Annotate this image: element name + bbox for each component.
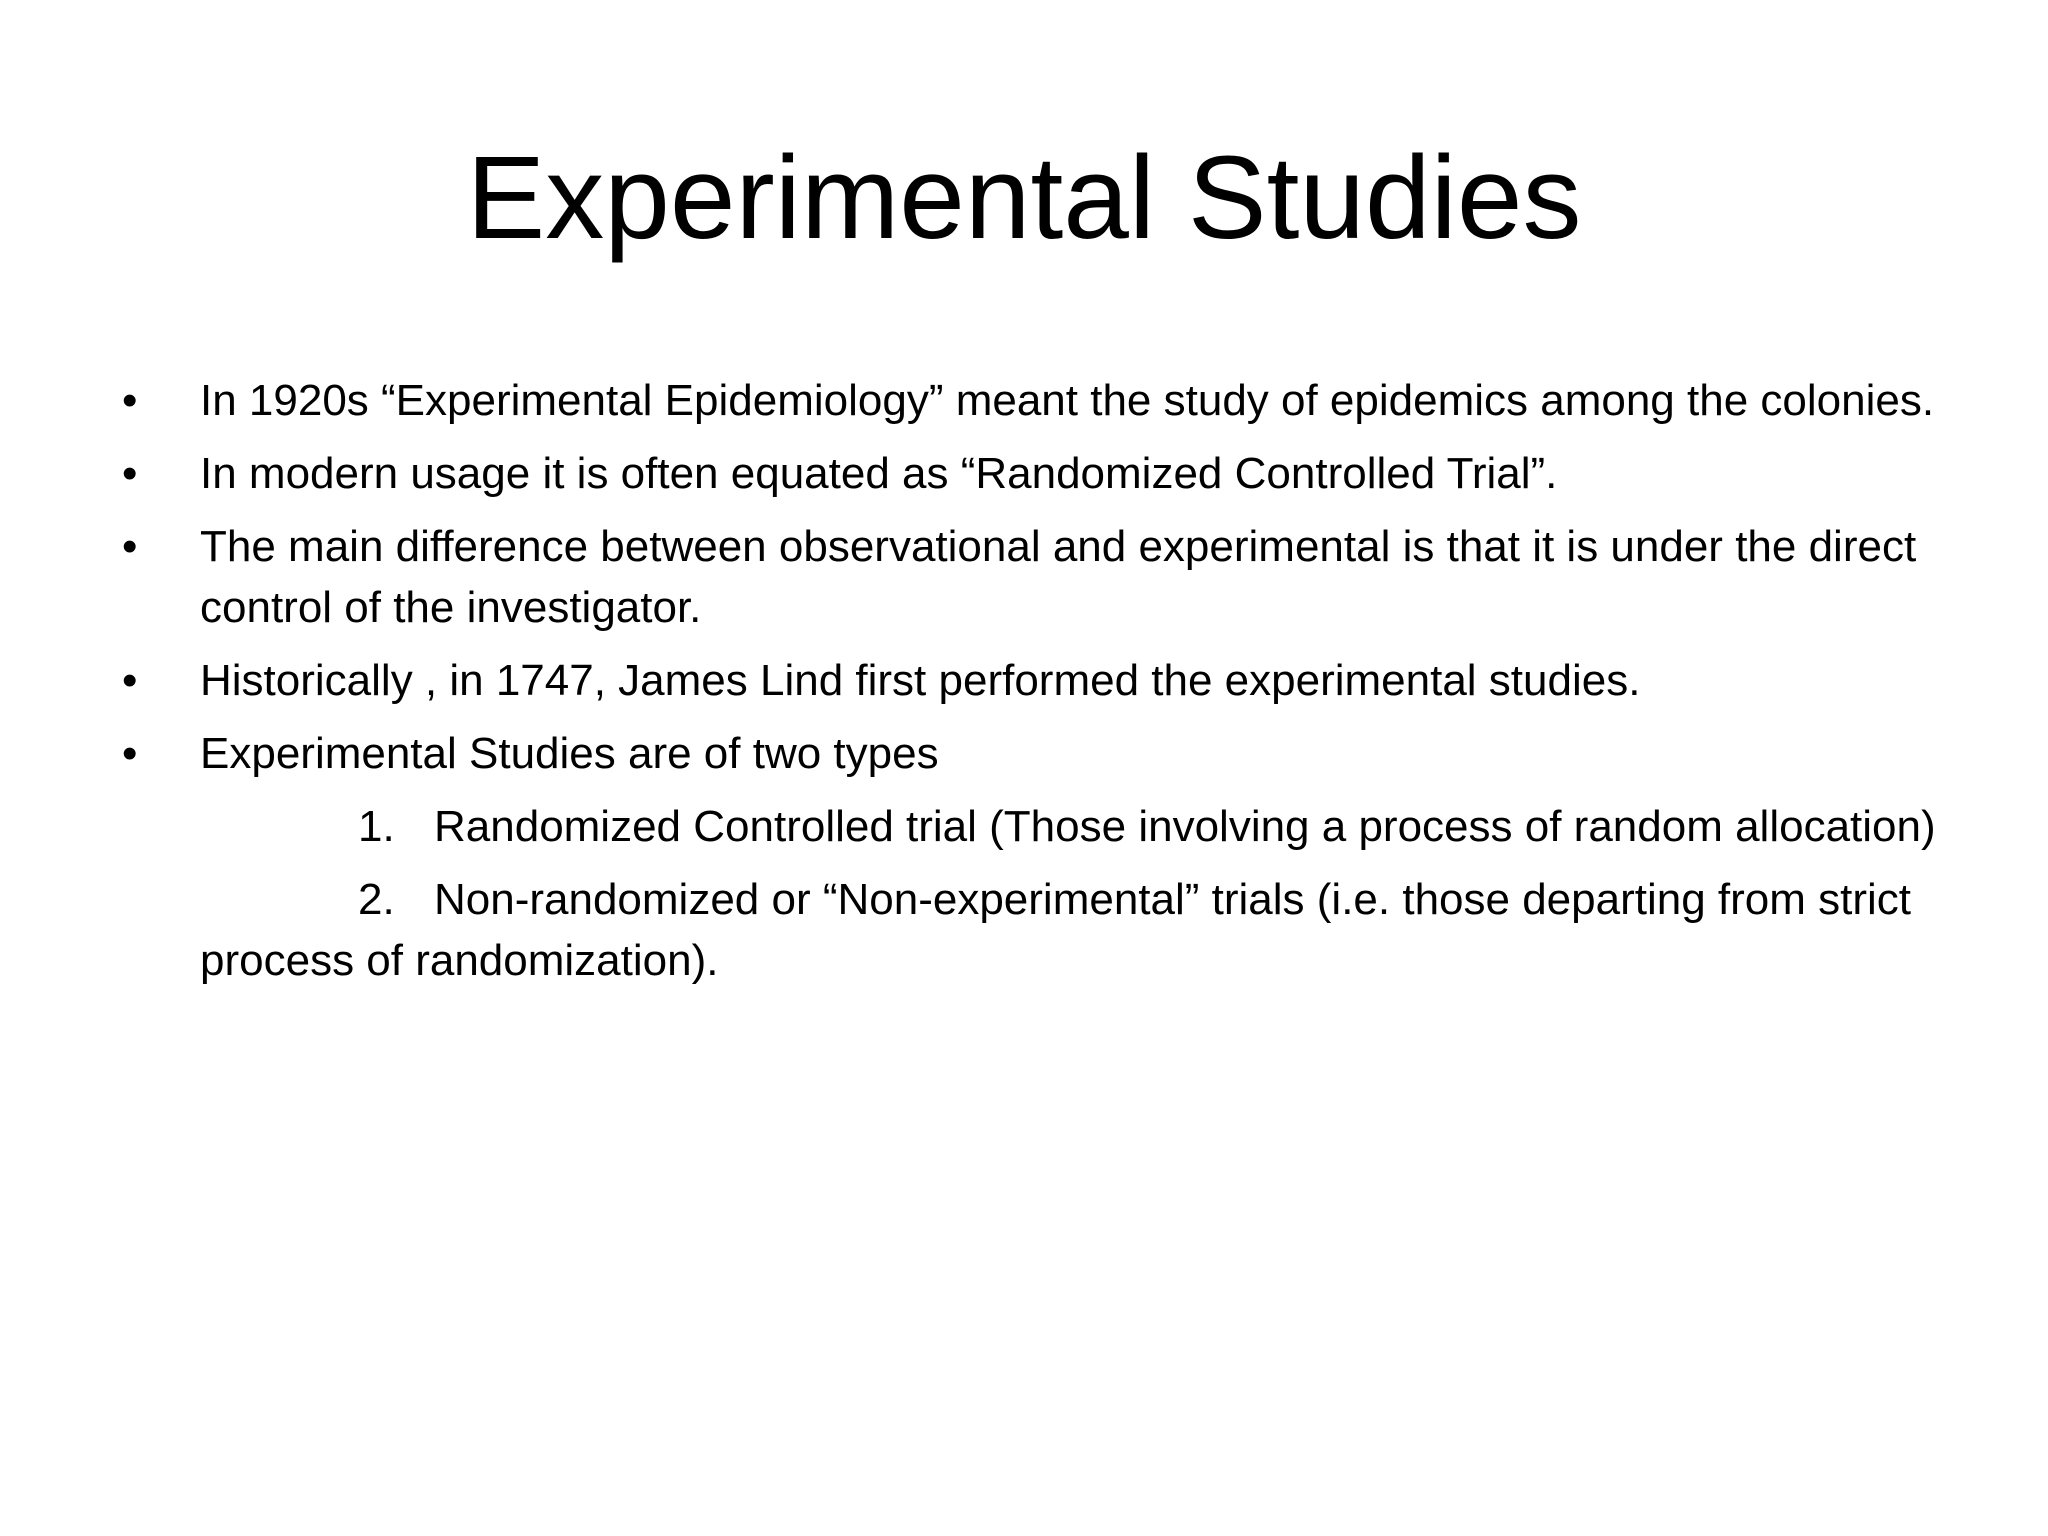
subitem-text: Non-randomized or “Non-experimental” trials (i.e. those departing from strict process of randomization). [200,875,1912,985]
numbered-subitem [118,796,1958,857]
bullet-text: Experimental Studies are of two types [200,729,939,778]
slide-title: Experimental Studies [466,132,1582,264]
bullet-text: In 1920s “Experimental Epidemiology” meant the study of epidemics among the colonies. [200,376,1935,425]
bullet-marker: • [122,376,138,425]
bullet-marker: • [122,729,138,778]
subitem-text: Randomized Controlled trial (Those involving a process of random allocation) [434,802,1936,851]
bullet-marker: • [122,449,138,498]
bullet-marker: • [122,522,138,571]
bullet-item [118,516,1958,638]
numbered-subitem [118,869,1958,991]
bullet-item [118,723,1958,784]
bullet-item [118,650,1958,711]
bullet-text: In modern usage it is often equated as “Randomized Controlled Trial”. [200,449,1558,498]
bullet-item [118,443,1958,504]
subitem-number: 2. [358,875,395,924]
bullet-item [118,370,1958,431]
bullet-text: The main difference between observational and experimental is that it is under the direct control of the investigator. [200,522,1917,632]
bullet-marker: • [122,656,138,705]
slide-body [118,370,1958,1003]
bullet-text: Historically , in 1747, James Lind first performed the experimental studies. [200,656,1641,705]
subitem-number: 1. [358,802,395,851]
